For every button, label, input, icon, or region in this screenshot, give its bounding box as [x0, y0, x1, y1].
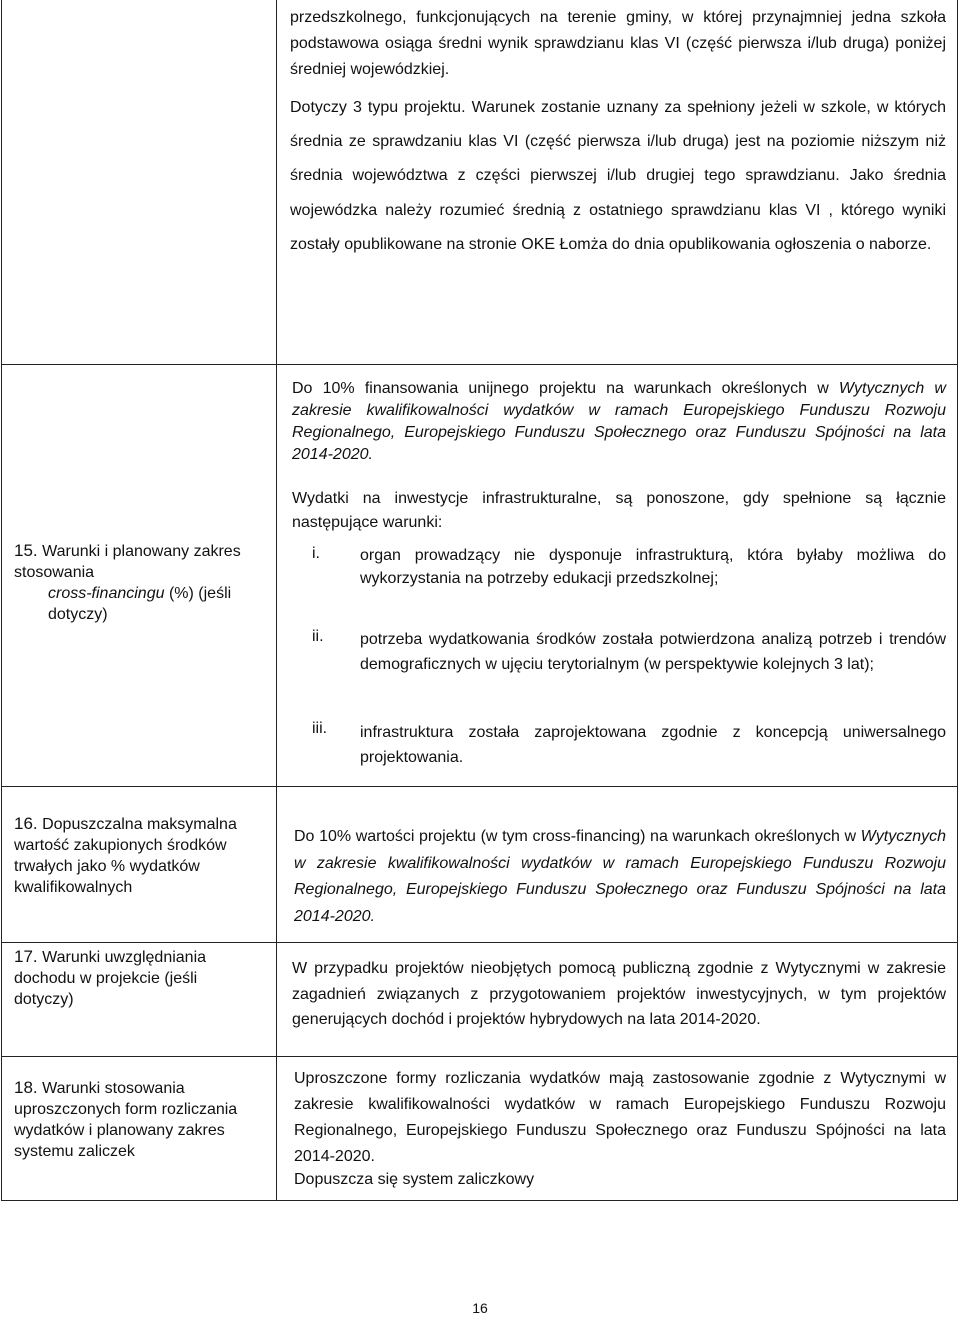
row15-item-3-text: infrastruktura została zaprojektowana zgodnie z koncepcją uniwersalnego projektowania. [360, 724, 946, 766]
table-column-divider-bottom [276, 786, 277, 1200]
row15-label-text: Warunki i planowany zakres stosowania [14, 543, 241, 581]
row17-label [14, 946, 254, 1010]
table-border-left [1, 0, 2, 1200]
row15-paragraph-2: Wydatki na inwestycje infrastrukturalne, są ponoszone, gdy spełnione są łącznie następujące warunki: [292, 490, 946, 531]
row15-label-italic: cross-financingu [48, 585, 165, 602]
table-border-bottom [1, 1200, 958, 1201]
table-border-right [957, 0, 958, 1200]
row16-number: 16. [14, 814, 38, 833]
page-number: 16 [472, 1300, 488, 1316]
row18-label [14, 1077, 244, 1162]
row14-paragraph-1: przedszkolnego, funkcjonujących na terenie gminy, w której przynajmniej jedna szkoła podstawowa osiąga średni wynik sprawdzianu klas VI (część pierwsza i/lub druga) poniżej średniej wojewódzkiej. [290, 9, 946, 78]
row15-label [14, 540, 264, 583]
table-column-divider-top [276, 0, 277, 786]
row15-label-end: (%) (jeśli dotyczy) [48, 585, 232, 623]
row15-item-2-text: potrzeba wydatkowania środków została potwierdzona analizą potrzeb i trendów demograficznych w ujęciu terytorialnym (w perspektywie kolejnych 3 lat); [360, 631, 946, 673]
row15-item-1-num: i. [312, 545, 320, 562]
row-divider-15-16 [1, 786, 958, 787]
row16-text-italic-2: w zakresie kwalifikowalności wydatków w ramach Europejskiego Funduszu Rozwoju Regionalnego, Europejskiego Funduszu Społecznego oraz Funduszu Spójności na lata 2014-2020. [294, 854, 946, 925]
row18-label-text: Warunki stosowania uproszczonych form rozliczania wydatków i planowany zakres systemu zaliczek [14, 1080, 238, 1160]
row15-p1-italic: Wytycznych w zakresie kwalifikowalności wydatków w ramach Europejskiego Funduszu Rozwoju Regionalnego, Europejskiego Funduszu Społecznego oraz Funduszu Spójności na lata 2014-2020. [292, 380, 946, 463]
row15-item-1-text: organ prowadzący nie dysponuje infrastrukturą, która byłaby możliwa do wykorzystania na potrzeby edukacji przedszkolnej; [360, 547, 946, 587]
row16-content [294, 824, 946, 930]
row17-number: 17. [14, 947, 38, 966]
row-divider-17-18 [1, 1056, 958, 1057]
row14-paragraph-2: Dotyczy 3 typu projektu. Warunek zostanie uznany za spełniony jeżeli w szkole, w których średnia ze sprawdzaniu klas VI (część pierwsza i/lub druga) jest na poziomie niższym niż średnia województwa z części pierwszej i/lub drugiej tego sprawdzianu. Jako średnia wojewódzka należy rozumieć średnią z ostatniego sprawdzianu klas VI , którego wyniki zostały opublikowane na stronie OKE Łomża do dnia opublikowania ogłoszenia o naborze. [290, 99, 946, 253]
row16-text-normal: Do 10% wartości projektu (w tym cross-financing) na warunkach określonych w [294, 828, 857, 845]
row18-number: 18. [14, 1078, 38, 1097]
row17-content: W przypadku projektów nieobjętych pomocą publiczną zgodnie z Wytycznymi w zakresie zagadnień związanych z przygotowaniem projektów inwestycyjnych, w tym projektów generujących dochód i projektów hybrydowych na lata 2014-2020. [292, 960, 946, 1028]
row15-label-cont [48, 583, 268, 625]
row16-label [14, 813, 244, 898]
row16-text-italic-1: Wytycznych [860, 828, 947, 845]
row-divider-14-15 [1, 364, 958, 365]
row15-item-2-num: ii. [312, 628, 324, 645]
row15-item-3-num: iii. [312, 720, 328, 737]
row-divider-16-17-right [276, 942, 958, 943]
row17-label-text: Warunki uwzględniania dochodu w projekcie (jeśli dotyczy) [14, 949, 207, 1008]
row15-paragraph-1 [292, 378, 946, 466]
row18-content-2: Dopuszcza się system zaliczkowy [294, 1171, 535, 1188]
row-divider-16-17-left [1, 942, 277, 943]
row15-p1-normal: Do 10% finansowania unijnego projektu na warunkach określonych w [292, 380, 829, 397]
row18-content: Uproszczone formy rozliczania wydatków mają zastosowanie zgodnie z Wytycznymi w zakresie kwalifikowalności wydatków w ramach Europejskiego Funduszu Rozwoju Regionalnego, Europejskiego Funduszu Społecznego oraz Funduszu Spójności na lata 2014-2020. [294, 1070, 946, 1165]
row16-label-text: Dopuszczalna maksymalna wartość zakupionych środków trwałych jako % wydatków kwalifikowalnych [14, 816, 237, 896]
row15-number: 15. [14, 541, 38, 560]
